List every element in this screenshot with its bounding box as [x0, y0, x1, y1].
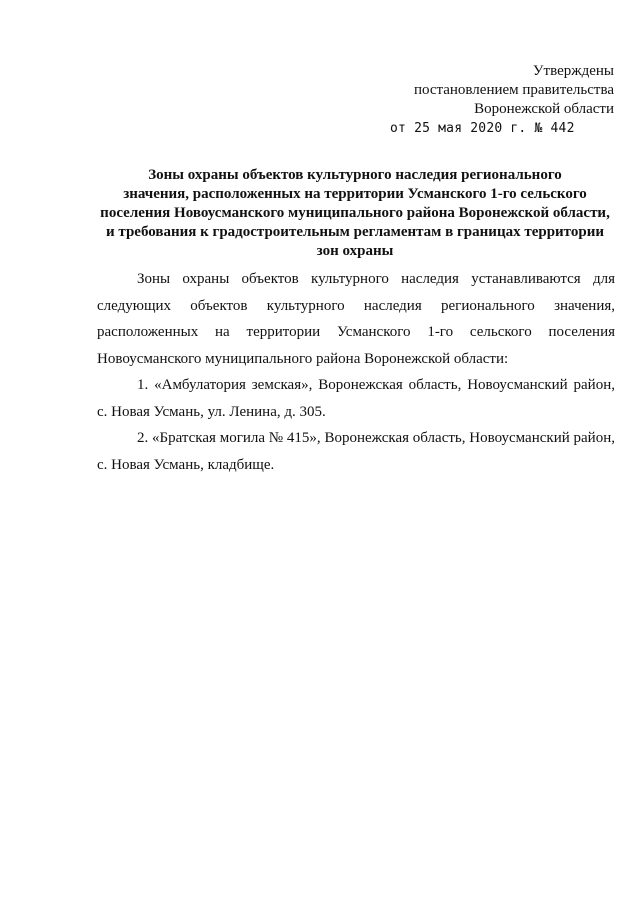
approval-block: [414, 62, 614, 119]
title-line: значения, расположенных на территории Усманского 1-го сельского: [123, 186, 587, 202]
list-item-1: 1. «Амбулатория земская», Воронежская область, Новоусманский район, с. Новая Усмань, ул. Ленина, д. 305.: [97, 377, 615, 420]
intro-paragraph: Зоны охраны объектов культурного наследия устанавливаются для следующих объектов культурного наследия регионального значения, расположенных на территории Усманского 1-го сельского поселения Новоусманского муниципального района Воронежской области:: [97, 271, 615, 367]
list-item-2: 2. «Братская могила № 415», Воронежская область, Новоусманский район, с. Новая Усмань, кладбище.: [97, 430, 615, 473]
approval-date-stamp: от 25 мая 2020 г. № 442: [390, 121, 575, 136]
approval-line-region: Воронежской области: [474, 101, 614, 117]
approval-line-resolution: постановлением правительства: [413, 82, 614, 98]
approval-line-approved: Утверждены: [532, 63, 614, 79]
document-title: [95, 166, 615, 261]
document-body: [97, 266, 615, 478]
title-line: поселения Новоусманского муниципального района Воронежской области,: [100, 205, 610, 221]
title-line: зон охраны: [316, 243, 394, 259]
title-line: Зоны охраны объектов культурного наследия регионального: [148, 167, 562, 183]
title-line: и требования к градостроительным регламентам в границах территории: [106, 224, 604, 240]
